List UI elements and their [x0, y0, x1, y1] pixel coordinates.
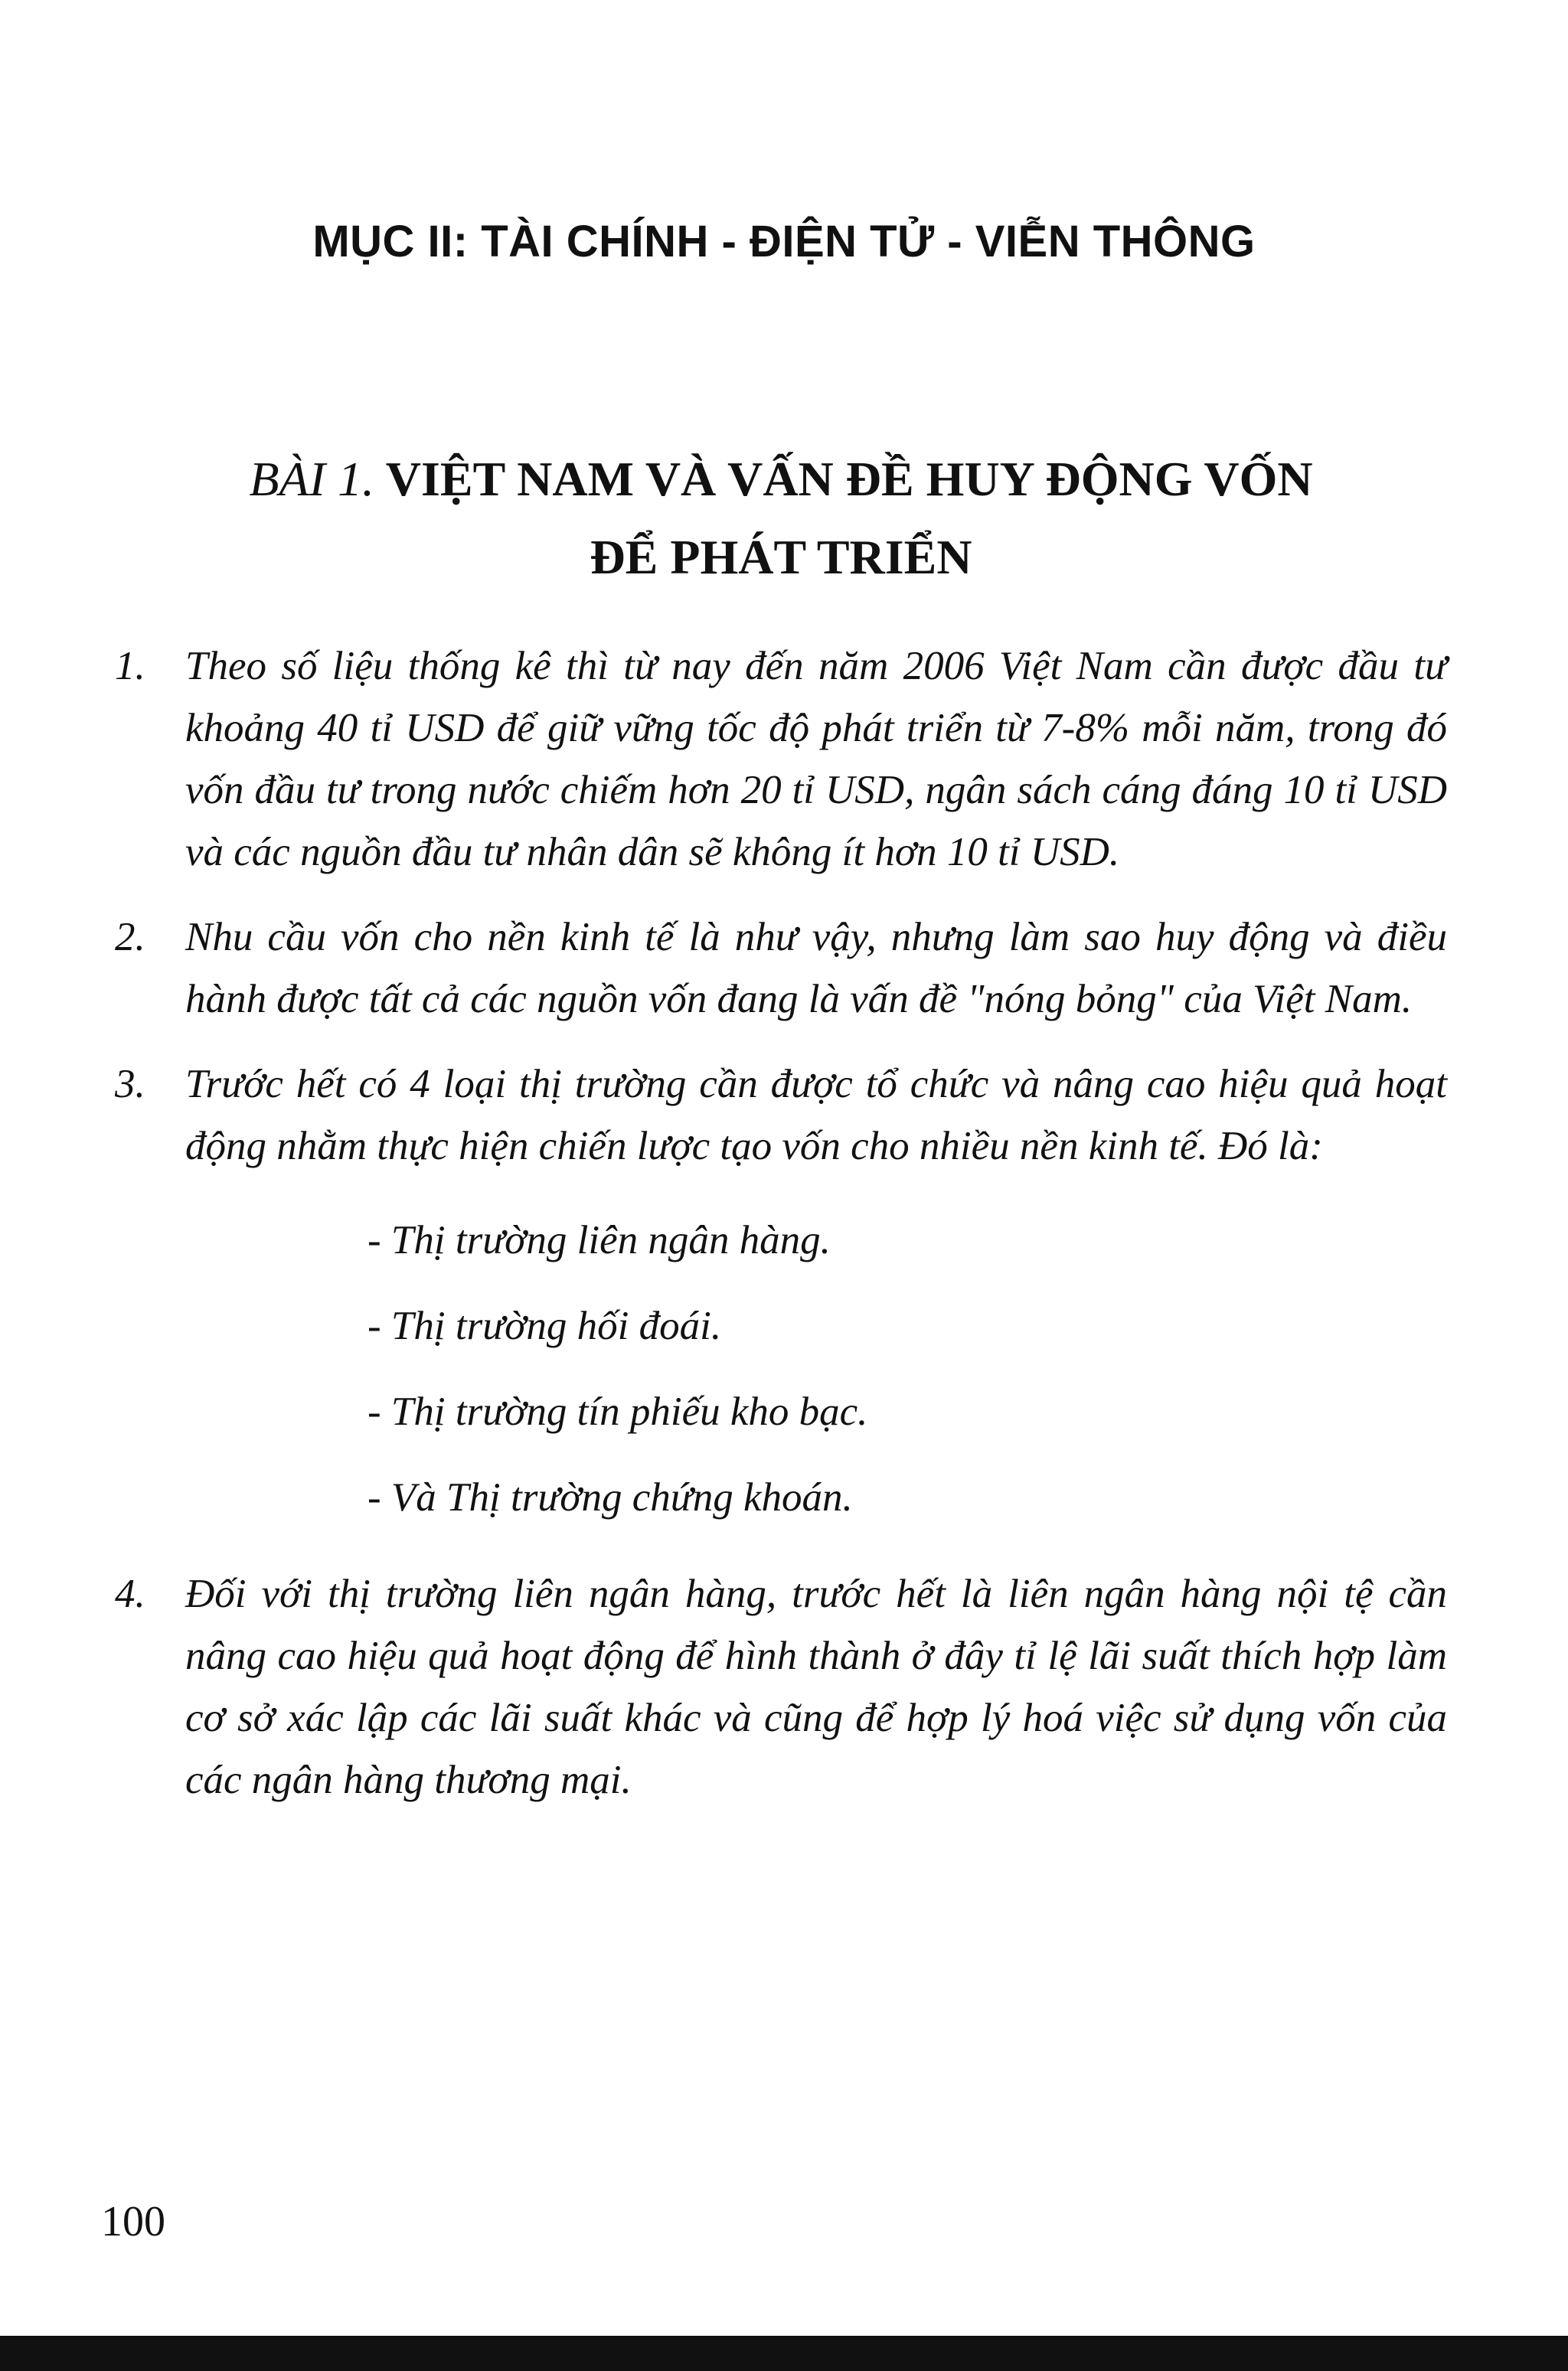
paragraph-3	[115, 1053, 1447, 1177]
lesson-title-line1: VIỆT NAM VÀ VẤN ĐỀ HUY ĐỘNG VỐN	[385, 452, 1313, 506]
paragraph-number: 4.	[115, 1572, 145, 1616]
paragraph-text: Đối với thị trường liên ngân hàng, trước hết là liên ngân hàng nội tệ cần nâng cao hiệu quả hoạt động để hình thành ở đây tỉ lệ lãi suất thích hợp làm cơ sở xác lập các lãi suất khác và cũng để hợp lý hoá việc sử dụng vốn của các ngân hàng thương mại.	[185, 1572, 1447, 1802]
list-item: - Thị trường hối đoái.	[368, 1304, 722, 1348]
list-item: - Và Thị trường chứng khoán.	[368, 1475, 853, 1520]
lesson-title-line2: ĐỂ PHÁT TRIỂN	[590, 530, 972, 584]
market-list	[368, 1197, 1447, 1540]
paragraph-text: Theo số liệu thống kê thì từ nay đến năm 2006 Việt Nam cần được đầu tư khoảng 40 tỉ USD để giữ vững tốc độ phát triển từ 7-8% mỗi năm, trong đó vốn đầu tư trong nước chiếm hơn 20 tỉ USD, ngân sách cáng đáng 10 tỉ USD và các nguồn đầu tư nhân dân sẽ không ít hơn 10 tỉ USD.	[185, 644, 1447, 874]
section-title: MỤC II: TÀI CHÍNH - ĐIỆN TỬ - VIỄN THÔNG	[312, 217, 1256, 266]
paragraph-2	[115, 906, 1447, 1030]
page-number: 100	[101, 2198, 165, 2245]
lesson-title	[153, 440, 1409, 596]
paragraph-text: Trước hết có 4 loại thị trường cần được tổ chức và nâng cao hiệu quả hoạt động nhằm thực hiện chiến lược tạo vốn cho nhiều nền kinh tế. Đó là:	[185, 1062, 1447, 1168]
paragraph-number: 2.	[115, 915, 145, 959]
page-content	[115, 635, 1447, 1834]
list-item: - Thị trường liên ngân hàng.	[368, 1218, 831, 1262]
paragraph-text: Nhu cầu vốn cho nền kinh tế là như vậy, nhưng làm sao huy động và điều hành được tất cả các nguồn vốn đang là vấn đề "nóng bỏng" của Việt Nam.	[185, 915, 1447, 1021]
lesson-prefix: BÀI 1.	[249, 452, 374, 506]
paragraph-number: 3.	[115, 1062, 145, 1106]
paragraph-4	[115, 1563, 1447, 1811]
paragraph-1	[115, 635, 1447, 883]
scan-edge-bar	[0, 2336, 1568, 2371]
list-item: - Thị trường tín phiếu kho bạc.	[368, 1390, 868, 1434]
paragraph-number: 1.	[115, 644, 145, 688]
